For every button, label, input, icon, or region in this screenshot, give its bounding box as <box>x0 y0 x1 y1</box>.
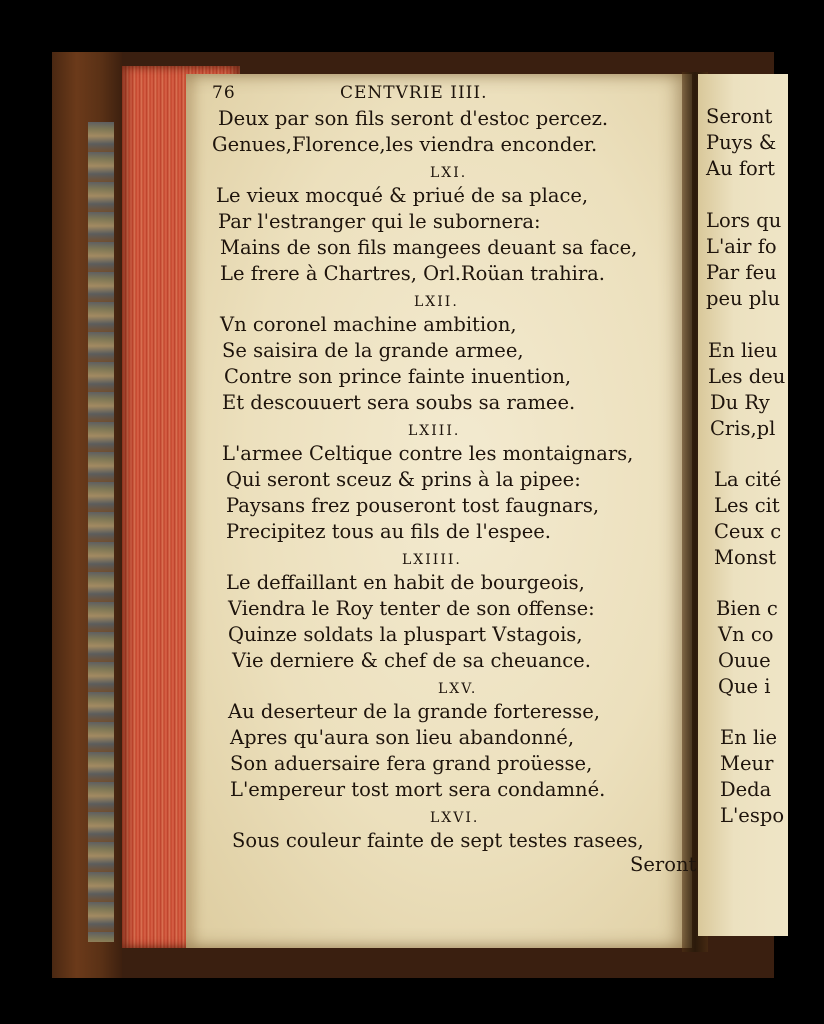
verse-line: Viendra le Roy tenter de son offense: <box>228 597 595 620</box>
catchword: Seront <box>630 853 697 876</box>
verse-line: Le vieux mocqué & priué de sa place, <box>216 184 589 207</box>
verse-line: Au deserteur de la grande forteresse, <box>228 700 600 723</box>
verse-line: Quinze soldats la pluspart Vstagois, <box>228 623 583 646</box>
verse-line: Genues,Florence,les viendra enconder. <box>212 133 598 156</box>
verse-fragment: Lors qu <box>706 209 782 232</box>
verse-fragment: L'espo <box>720 804 785 827</box>
verse-fragment: Par feu <box>706 261 777 284</box>
quatrain-number: LXIII. <box>408 423 461 439</box>
quatrain-number: LXVI. <box>430 810 480 826</box>
verse-fragment: Puys & <box>706 131 777 154</box>
verse-fragment: En lieu <box>708 339 778 362</box>
verse-fragment: En lie <box>720 726 778 749</box>
verse-line: Vie derniere & chef de sa cheuance. <box>232 649 591 672</box>
verse-fragment: peu plu <box>706 287 781 310</box>
verse-line: L'empereur tost mort sera condamné. <box>230 778 606 801</box>
verse-line: Apres qu'aura son lieu abandonné, <box>230 726 575 749</box>
verse-fragment: Du Ry <box>710 391 770 414</box>
verse-fragment: Deda <box>720 778 772 801</box>
right-page-text-clip <box>704 74 786 894</box>
verse-fragment: Bien c <box>716 597 778 620</box>
verse-line: Sous couleur fainte de sept testes rasees, <box>232 829 644 852</box>
verse-line: Qui seront sceuz & prins à la pipee: <box>226 468 581 491</box>
verse-line: L'armee Celtique contre les montaignars, <box>222 442 634 465</box>
verse-fragment: Au fort <box>706 157 775 180</box>
verse-fragment: Les deu <box>708 365 786 388</box>
marbled-endpaper <box>88 122 114 942</box>
quatrain-number: LXII. <box>414 294 459 310</box>
verse-fragment: Seront <box>706 105 773 128</box>
verse-fragment: La cité <box>714 468 782 491</box>
quatrain-number: LXV. <box>438 681 478 697</box>
verse-line: Precipitez tous au fils de l'espee. <box>226 520 552 543</box>
verse-line: Mains de son fils mangees deuant sa face, <box>220 236 638 259</box>
verse-line: Le deffaillant en habit de bourgeois, <box>226 571 585 594</box>
verse-fragment: Cris,pl <box>710 417 776 440</box>
verse-line: Paysans frez pouseront tost faugnars, <box>226 494 600 517</box>
verse-fragment: Ceux c <box>714 520 782 543</box>
verse-line: Deux par son fils seront d'estoc percez. <box>218 107 609 130</box>
verse-line: Se saisira de la grande armee, <box>222 339 524 362</box>
verse-line: Son aduersaire fera grand proüesse, <box>230 752 593 775</box>
verse-line: Vn coronel machine ambition, <box>220 313 517 336</box>
page-number: 76 <box>212 83 236 103</box>
verse-line: Par l'estranger qui le subornera: <box>218 210 541 233</box>
quatrain-number: LXI. <box>430 165 468 181</box>
verse-line: Et descouuert sera soubs sa ramee. <box>222 391 576 414</box>
verse-fragment: Monst <box>714 546 777 569</box>
quatrain-number: LXIIII. <box>402 552 462 568</box>
verse-fragment: Les cit <box>714 494 780 517</box>
verse-fragment: L'air fo <box>706 235 777 258</box>
verse-line: Contre son prince fainte inuention, <box>224 365 572 388</box>
verse-fragment: Que i <box>718 675 771 698</box>
verse-fragment: Vn co <box>718 623 774 646</box>
running-head: CENTVRIE IIII. <box>340 83 488 103</box>
verse-fragment: Ouue <box>718 649 771 672</box>
verse-line: Le frere à Chartres, Orl.Roüan trahira. <box>220 262 606 285</box>
verse-fragment: Meur <box>720 752 774 775</box>
